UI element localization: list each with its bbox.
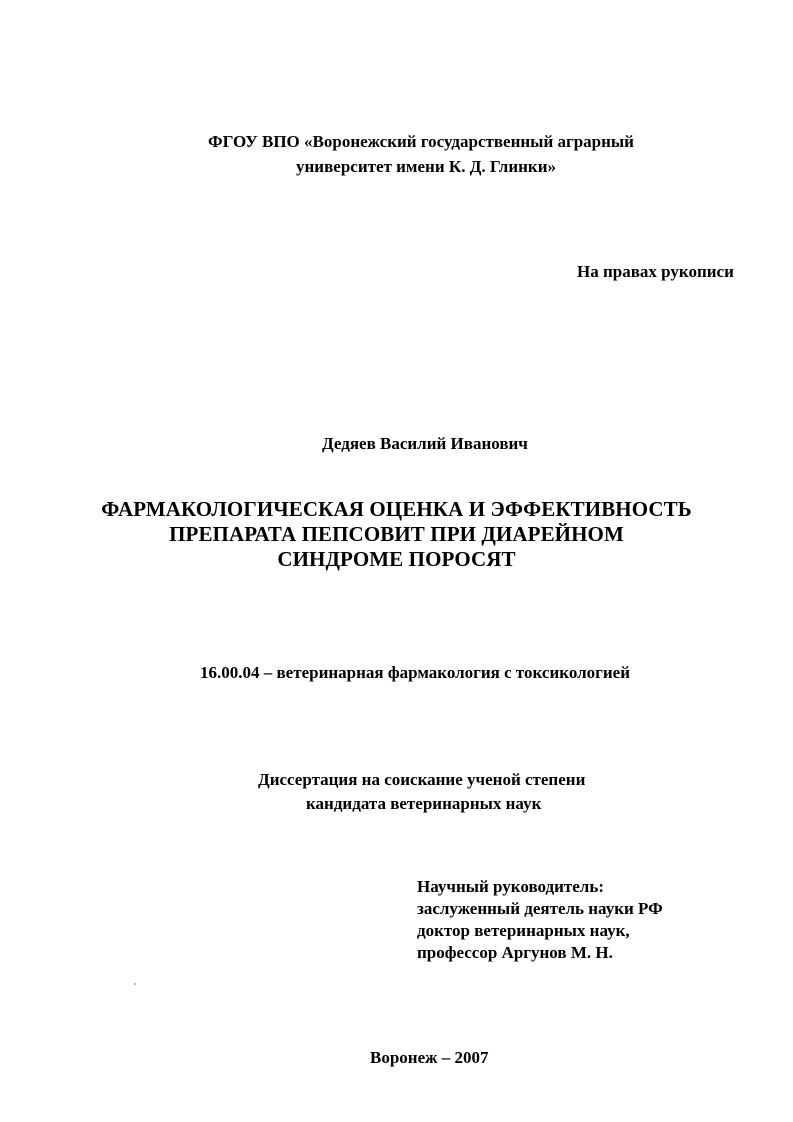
title-line-3: СИНДРОМЕ ПОРОСЯТ bbox=[277, 547, 516, 571]
degree-line-2: кандидата ветеринарных наук bbox=[306, 794, 542, 813]
city-year: Воронеж – 2007 bbox=[370, 1048, 489, 1067]
title-line-2: ПРЕПАРАТА ПЕПСОВИТ ПРИ ДИАРЕЙНОМ bbox=[169, 522, 624, 546]
specialty-code: 16.00.04 – ветеринарная фармакология с токсикологией bbox=[200, 663, 631, 682]
manuscript-mark: На правах рукописи bbox=[577, 262, 734, 281]
author-name: Дедяев Василий Иванович bbox=[322, 434, 528, 453]
advisor-honorary-title: заслуженный деятель науки РФ bbox=[417, 899, 663, 918]
advisor-heading: Научный руководитель: bbox=[417, 877, 604, 896]
organization-line-2: университет имени К. Д. Глинки» bbox=[296, 157, 557, 176]
organization-line-1: ФГОУ ВПО «Воронежский государственный аграрный bbox=[208, 132, 634, 151]
advisor-name: профессор Аргунов М. Н. bbox=[417, 943, 613, 962]
scan-speck bbox=[134, 983, 136, 985]
title-line-1: ФАРМАКОЛОГИЧЕСКАЯ ОЦЕНКА И ЭФФЕКТИВНОСТЬ bbox=[101, 497, 692, 521]
advisor-academic-degree: доктор ветеринарных наук, bbox=[417, 921, 630, 940]
degree-line-1: Диссертация на соискание ученой степени bbox=[258, 770, 586, 789]
